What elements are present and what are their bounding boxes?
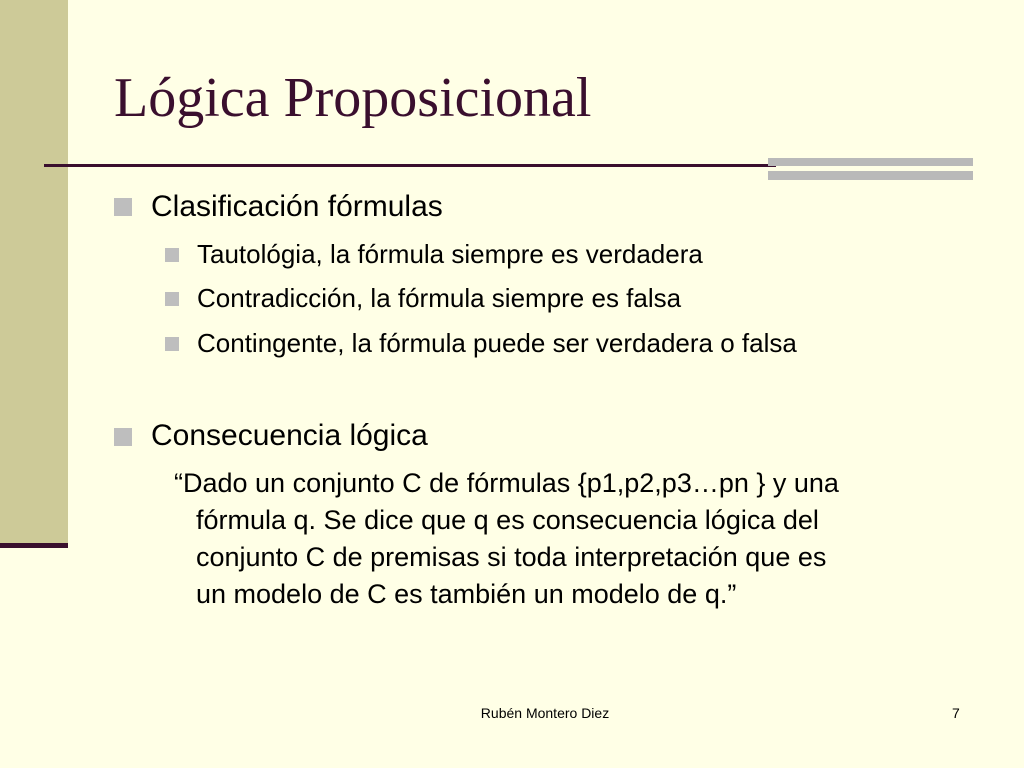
bullet-icon — [114, 428, 132, 446]
page-number: 7 — [952, 705, 960, 721]
slide-title: Lógica Proposicional — [114, 67, 592, 129]
title-accent-bar — [768, 158, 973, 180]
quote-line: un modelo de C es también un modelo de q.” — [196, 579, 737, 609]
sub-bullet-icon — [165, 248, 179, 262]
quote-line: “Dado un conjunto C de fórmulas {p1,p2,p3…pn } y una — [174, 468, 839, 498]
sub-bullet-icon — [165, 337, 179, 351]
title-rule — [44, 164, 776, 167]
definition-quote — [174, 465, 974, 613]
bullet-logical-consequence: Consecuencia lógica — [151, 419, 428, 452]
footer-author: Rubén Montero Diez — [480, 705, 610, 721]
sidebar-decoration — [0, 0, 68, 548]
sub-bullet-tautology: Tautológia, la fórmula siempre es verdadera — [197, 239, 703, 269]
quote-line: conjunto C de premisas si toda interpretación que es — [196, 542, 827, 572]
sub-bullet-icon — [165, 292, 179, 306]
sub-bullet-contradiction: Contradicción, la fórmula siempre es falsa — [197, 283, 682, 313]
quote-line: fórmula q. Se dice que q es consecuencia lógica del — [196, 505, 819, 535]
bullet-classification: Clasificación fórmulas — [151, 190, 443, 223]
sidebar-underline — [0, 543, 68, 548]
bullet-icon — [114, 198, 132, 216]
sub-bullet-contingent: Contingente, la fórmula puede ser verdadera o falsa — [197, 328, 797, 358]
